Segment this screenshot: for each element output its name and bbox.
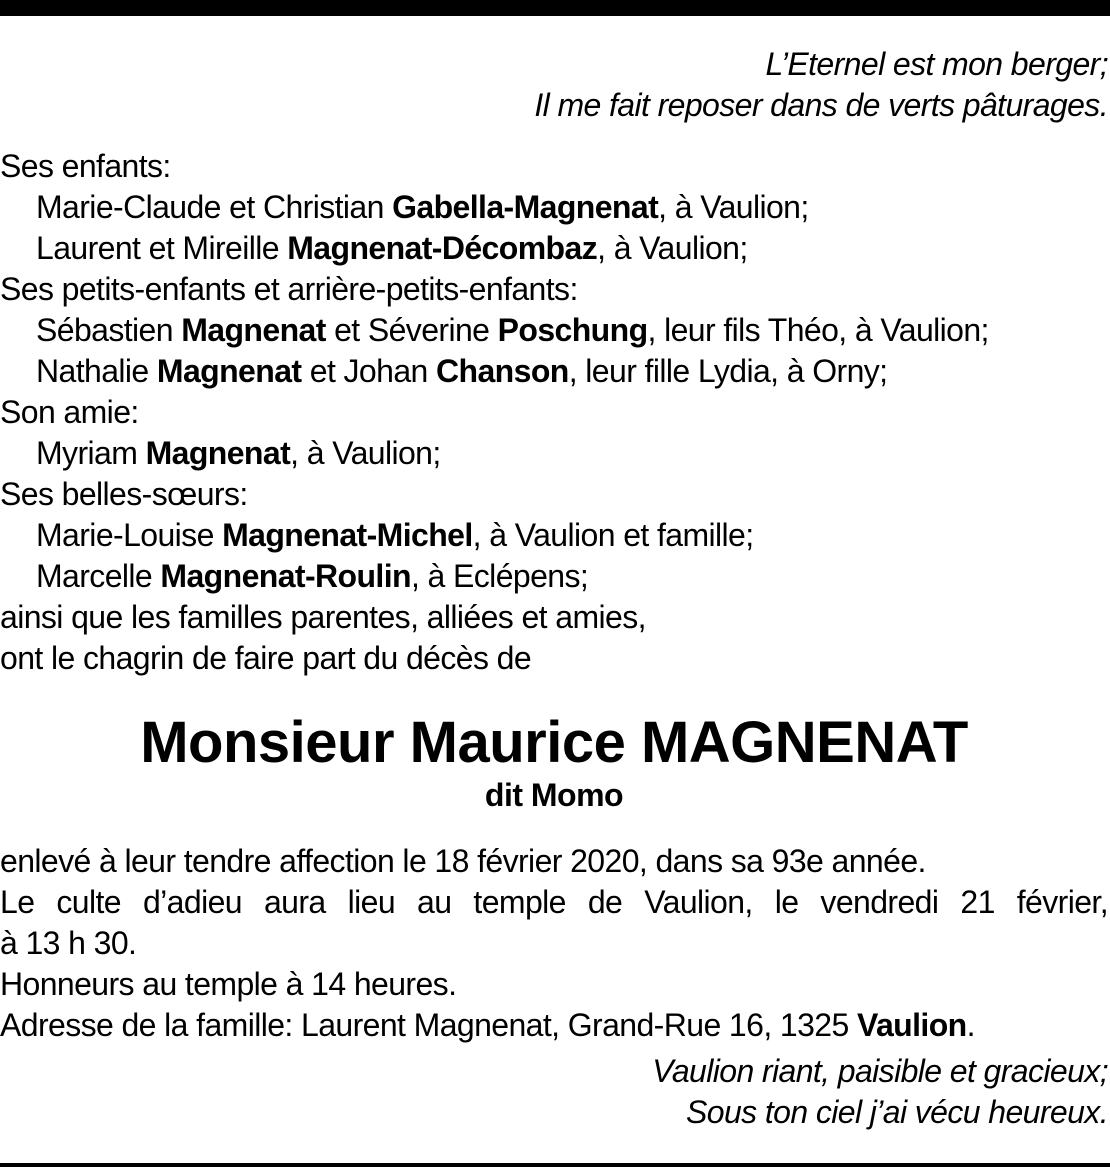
deceased-name: Monsieur Maurice MAGNENAT: [140, 710, 968, 775]
deceased-nickname: dit Momo: [484, 777, 624, 813]
announcement-line: ont le chagrin de faire part du décès de: [0, 640, 532, 676]
service-details-line: Le culte d’adieu aura lieu au temple de Vaulion, le vendredi 21 février,: [0, 884, 1108, 920]
child-entry-2: Laurent et Mireille Magnenat-Décombaz, à Vaulion;: [36, 230, 748, 266]
service-time-line: à 13 h 30.: [0, 925, 137, 961]
verse-top-line-1: L’Eternel est mon berger;: [765, 46, 1108, 82]
families-line: ainsi que les familles parentes, alliées et amies,: [0, 599, 646, 635]
children-label: Ses enfants:: [0, 148, 171, 184]
top-rule: [0, 0, 1110, 16]
obituary-notice: [0, 44, 1108, 1133]
honours-line: Honneurs au temple à 14 heures.: [0, 966, 457, 1002]
address-town: Vaulion: [857, 1007, 967, 1043]
grandchild-entry-1: Sébastien Magnenat et Séverine Poschung, leur fils Théo, à Vaulion;: [36, 312, 989, 348]
verse-top-line-2: Il me fait reposer dans de verts pâturages.: [534, 87, 1108, 123]
friend-entry: Myriam Magnenat, à Vaulion;: [36, 435, 441, 471]
verse-bottom-line-2: Sous ton ciel j’ai vécu heureux.: [686, 1094, 1108, 1130]
verse-bottom-line-1: Vaulion riant, paisible et gracieux;: [652, 1053, 1108, 1089]
family-address-line: Adresse de la famille: Laurent Magnenat, Grand-Rue 16, 1325 Vaulion.: [0, 1007, 975, 1043]
death-details-line: enlevé à leur tendre affection le 18 février 2020, dans sa 93e année.: [0, 843, 926, 879]
sister-in-law-entry-1: Marie-Louise Magnenat-Michel, à Vaulion et famille;: [36, 517, 754, 553]
child-entry-1: Marie-Claude et Christian Gabella-Magnenat, à Vaulion;: [36, 189, 809, 225]
sister-in-law-entry-2: Marcelle Magnenat-Roulin, à Eclépens;: [36, 558, 589, 594]
bottom-rule: [0, 1163, 1110, 1167]
grandchildren-label: Ses petits-enfants et arrière-petits-enfants:: [0, 271, 578, 307]
child-surname-2: Magnenat-Décombaz: [287, 230, 598, 266]
friend-label: Son amie:: [0, 394, 139, 430]
child-surname-1: Gabella-Magnenat: [392, 189, 659, 225]
grandchild-entry-2: Nathalie Magnenat et Johan Chanson, leur fille Lydia, à Orny;: [36, 353, 888, 389]
sisters-in-law-label: Ses belles-sœurs:: [0, 476, 248, 512]
